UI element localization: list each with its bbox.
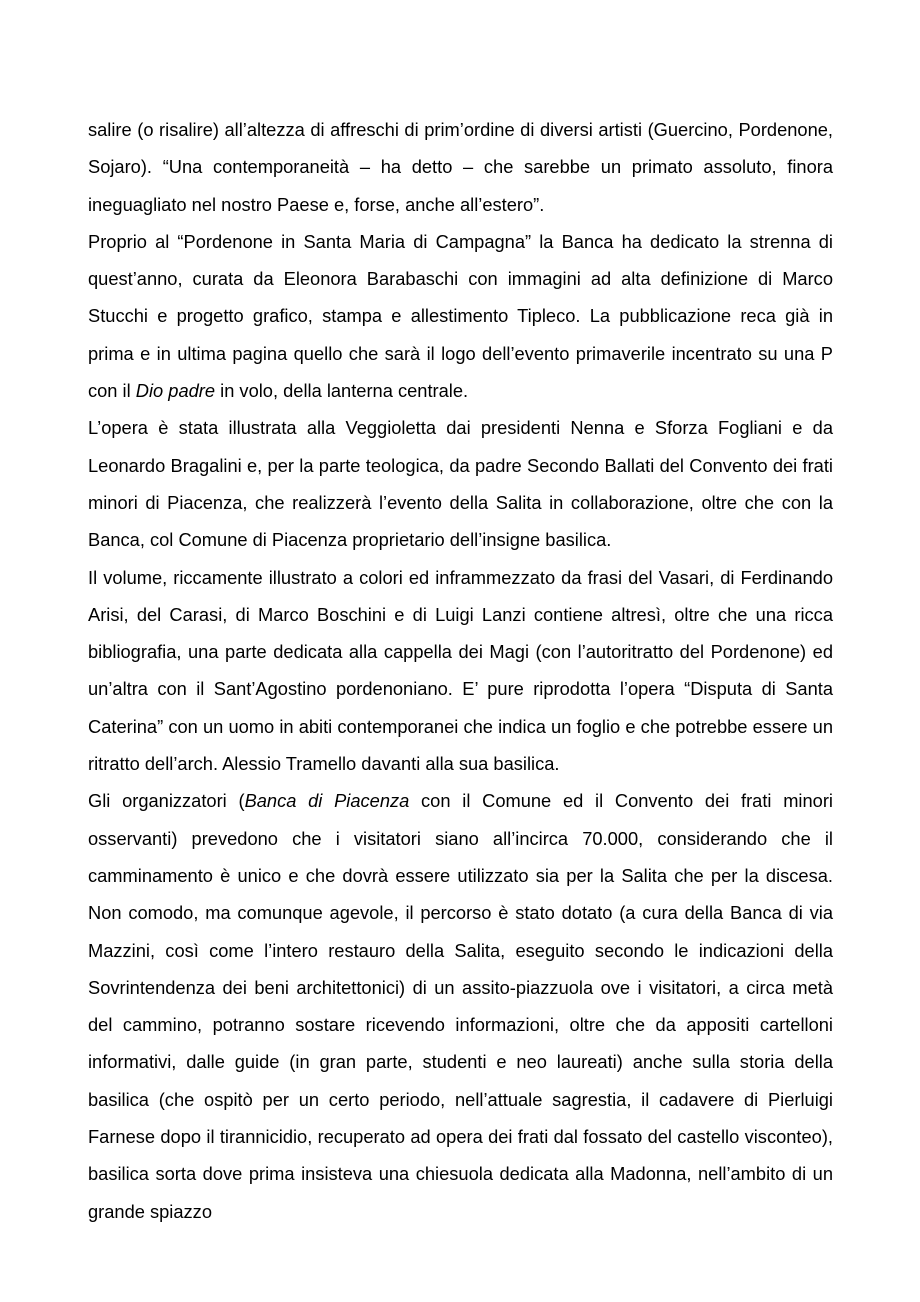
- paragraph-3: [88, 409, 833, 558]
- paragraph-1: [88, 111, 833, 223]
- text-segment: salire (o risalire) all’altezza di affreschi di prim’ordine di diversi artisti (Guercino, Pordenone, Sojaro). “Una contemporaneità – ha detto – che sarebbe un primato assoluto, finora ineguagliato nel nostro Paese e, forse, anche all’estero”.: [88, 119, 833, 215]
- paragraph-2: [88, 223, 833, 409]
- text-segment: con il Comune ed il Convento dei frati minori osservanti) prevedono che i visitatori siano all’incirca 70.000, considerando che il camminamento è unico e che dovrà essere utilizzato sia per la Salita che per la discesa. Non comodo, ma comunque agevole, il percorso è stato dotato (a cura della Banca di via Mazzini, così come l’intero restauro della Salita, eseguito secondo le indicazioni della Sovrintendenza dei beni architettonici) di un assito-piazzuola ove i visitatori, a circa metà del cammino, potranno sostare ricevendo informazioni, oltre che da appositi cartelloni informativi, dalle guide (in gran parte, studenti e neo laureati) anche sulla storia della basilica (che ospitò per un certo periodo, nell’attuale sagrestia, il cadavere di Pierluigi Farnese dopo il tirannicidio, recuperato ad opera dei frati dal fossato del castello visconteo), basilica sorta dove prima insisteva una chiesuola dedicata alla Madonna, nell’ambito di un grande spiazzo: [88, 790, 833, 1222]
- paragraph-4: [88, 559, 833, 783]
- document-text-block: [88, 111, 833, 1230]
- text-segment: Proprio al “Pordenone in Santa Maria di Campagna” la Banca ha dedicato la strenna di quest’anno, curata da Eleonora Barabaschi con immagini ad alta definizione di Marco Stucchi e progetto grafico, stampa e allestimento Tipleco. La pubblicazione reca già in prima e in ultima pagina quello che sarà il logo dell’evento primaverile incentrato su una P con il: [88, 230, 833, 402]
- text-segment: in volo, della lanterna centrale.: [215, 380, 469, 402]
- paragraph-5: [88, 782, 833, 1230]
- italic-text-segment: Banca di Piacenza: [244, 790, 410, 812]
- text-segment: Il volume, riccamente illustrato a colori ed inframmezzato da frasi del Vasari, di Ferdinando Arisi, del Carasi, di Marco Boschini e di Luigi Lanzi contiene altresì, oltre che una ricca bibliografia, una parte dedicata alla cappella dei Magi (con l’autoritratto del Pordenone) ed un’altra con il Sant’Agostino pordenoniano. E’ pure riprodotta l’opera “Disputa di Santa Caterina” con un uomo in abiti contemporanei che indica un foglio e che potrebbe essere un ritratto dell’arch. Alessio Tramello davanti alla sua basilica.: [88, 566, 833, 775]
- text-segment: Gli organizzatori (: [88, 790, 245, 812]
- text-segment: L’opera è stata illustrata alla Veggioletta dai presidenti Nenna e Sforza Fogliani e da Leonardo Bragalini e, per la parte teologica, da padre Secondo Ballati del Convento dei frati minori di Piacenza, che realizzerà l’evento della Salita in collaborazione, oltre che con la Banca, col Comune di Piacenza proprietario dell’insigne basilica.: [88, 417, 833, 551]
- italic-text-segment: Dio padre: [135, 380, 216, 402]
